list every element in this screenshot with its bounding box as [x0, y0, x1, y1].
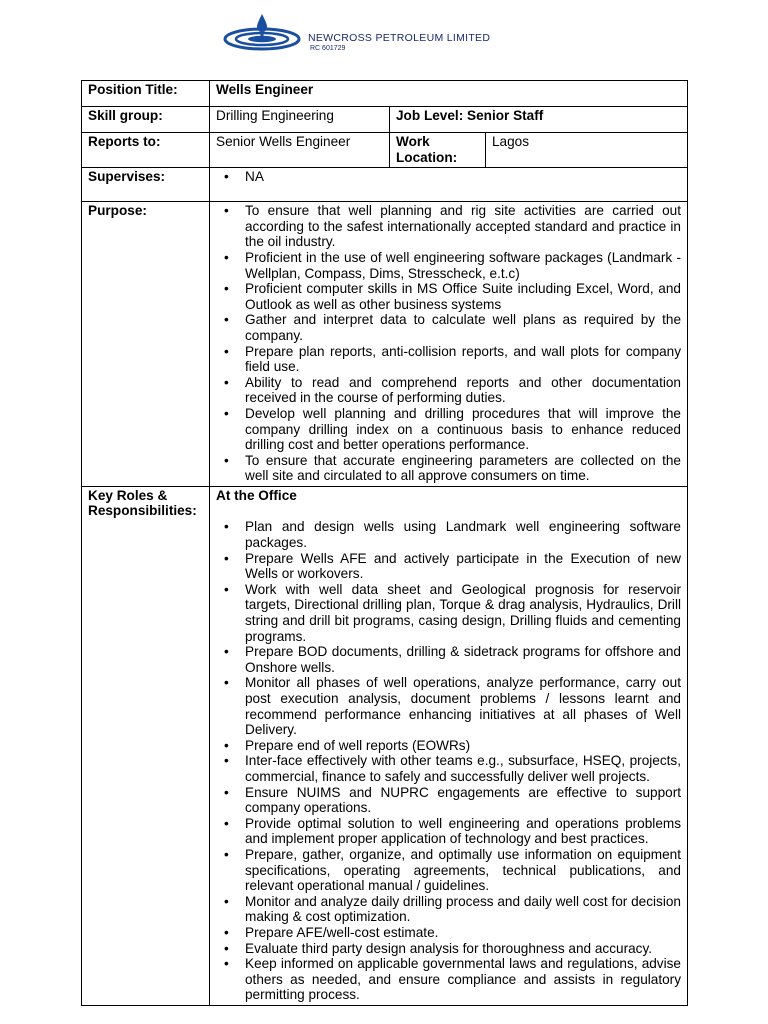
- list-item: • Prepare plan reports, anti-collision reports, and wall plots for company field use.: [216, 344, 681, 375]
- list-item: • Provide optimal solution to well engineering and operations problems and implement proper application of technology and best practices.: [216, 816, 681, 847]
- at-the-office-heading: At the Office: [216, 487, 297, 503]
- company-logo-icon: [222, 12, 306, 56]
- purpose-cell: [210, 202, 688, 487]
- list-item: • Ensure NUIMS and NUPRC engagements are effective to support company operations.: [216, 785, 681, 816]
- skill-group-value: Drilling Engineering: [210, 107, 390, 133]
- list-item: • Gather and interpret data to calculate well plans as required by the company.: [216, 312, 681, 343]
- list-item: • Evaluate third party design analysis for thoroughness and accuracy.: [216, 941, 681, 957]
- list-item: • Prepare BOD documents, drilling & sidetrack programs for offshore and Onshore wells.: [216, 644, 681, 675]
- job-level: Job Level: Senior Staff: [390, 107, 688, 133]
- company-name: NEWCROSS PETROLEUM LIMITED: [308, 32, 491, 44]
- list-item: • Ability to read and comprehend reports and other documentation received in the course of performing duties.: [216, 375, 681, 406]
- key-roles-label: Key Roles & Responsibilities:: [82, 486, 210, 1005]
- registration-number: RC 601729: [310, 45, 346, 52]
- purpose-list: [216, 203, 681, 484]
- list-item: • Prepare end of well reports (EOWRs): [216, 738, 681, 754]
- list-item: • Monitor and analyze daily drilling process and daily well cost for decision making & cost optimization.: [216, 894, 681, 925]
- letterhead: [222, 12, 552, 60]
- position-row: [82, 81, 688, 107]
- list-item: • Prepare, gather, organize, and optimally use information on equipment specifications, operating agreements, technical publications, and relevant operational manual / guidelines.: [216, 847, 681, 894]
- reports-to-label: Reports to:: [82, 133, 210, 168]
- list-item: • Proficient in the use of well engineering software packages (Landmark - Wellplan, Compass, Dims, Stresscheck, e.t.c): [216, 250, 681, 281]
- work-location-label: Work Location:: [390, 133, 486, 168]
- position-title-label: Position Title:: [82, 81, 210, 107]
- list-item: • To ensure that well planning and rig site activities are carried out according to the safest internationally accepted standard and practice in the oil industry.: [216, 203, 681, 250]
- list-item: • NA: [216, 169, 681, 185]
- work-location-value: Lagos: [486, 133, 688, 168]
- reports-to-row: [82, 133, 688, 168]
- purpose-label: Purpose:: [82, 202, 210, 487]
- list-item: • Plan and design wells using Landmark well engineering software packages.: [216, 519, 681, 550]
- list-item: • Proficient computer skills in MS Office Suite including Excel, Word, and Outlook as well as other business systems: [216, 281, 681, 312]
- list-item: • Inter-face effectively with other teams e.g., subsurface, HSEQ, projects, commercial, finance to safely and successfully deliver well projects.: [216, 753, 681, 784]
- supervises-label: Supervises:: [82, 168, 210, 202]
- skill-group-row: [82, 107, 688, 133]
- list-item: • To ensure that accurate engineering parameters are collected on the well site and circulated to all approve consumers on time.: [216, 453, 681, 484]
- key-roles-row: [82, 486, 688, 1005]
- purpose-row: [82, 202, 688, 487]
- supervises-cell: [210, 168, 688, 202]
- list-item: • Prepare AFE/well-cost estimate.: [216, 925, 681, 941]
- list-item: • Prepare Wells AFE and actively participate in the Execution of new Wells or workovers.: [216, 551, 681, 582]
- supervises-row: [82, 168, 688, 202]
- reports-to-value: Senior Wells Engineer: [210, 133, 390, 168]
- list-item: • Work with well data sheet and Geological prognosis for reservoir targets, Directional drilling plan, Torque & drag analysis, Hydraulics, Drill string and drill bit programs, casing design, Drilling fluids and cementing programs.: [216, 582, 681, 644]
- job-description-table: [81, 80, 688, 1006]
- supervises-list: [216, 169, 681, 185]
- list-item: • Develop well planning and drilling procedures that will improve the company drilling index on a continuous basis to enhance reduced drilling cost and better operations performance.: [216, 406, 681, 453]
- key-roles-cell: [210, 486, 688, 1005]
- skill-group-label: Skill group:: [82, 107, 210, 133]
- list-item: • Keep informed on applicable governmental laws and regulations, advise others as needed, and ensure compliance and assists in regulatory permitting process.: [216, 956, 681, 1003]
- position-title-value: Wells Engineer: [210, 81, 688, 107]
- list-item: • Monitor all phases of well operations, analyze performance, carry out post execution analysis, document problems / lessons learnt and recommend performance enhancing initiatives at all phases of Well Delivery.: [216, 675, 681, 737]
- key-roles-list: [216, 519, 681, 1002]
